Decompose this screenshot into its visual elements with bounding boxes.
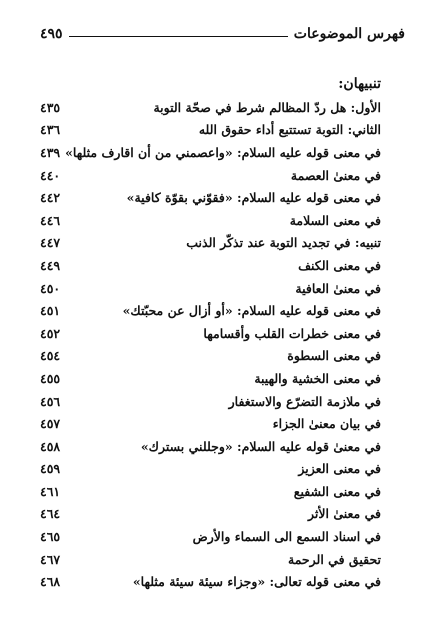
header-rule bbox=[69, 36, 288, 37]
toc-entry-page: ٤٥٥ bbox=[40, 370, 61, 386]
toc-entry-page: ٤٤٩ bbox=[40, 257, 61, 273]
toc-entry-title: في معنى الخشية والهيبة bbox=[254, 370, 381, 386]
toc-entry-title: في ملازمة التضرّع والاستغفار bbox=[228, 393, 381, 409]
toc-entry-page: ٤٥١ bbox=[40, 303, 61, 319]
toc-entry-page: ٤٣٩ bbox=[40, 144, 61, 160]
toc-entry bbox=[40, 322, 381, 345]
toc-entry-page: ٤٥٤ bbox=[40, 348, 61, 364]
toc-entry-title: في معنىٰ العافية bbox=[295, 280, 381, 296]
toc-entry-page: ٤٤٧ bbox=[40, 235, 61, 251]
toc-entry bbox=[40, 548, 381, 571]
toc-entry-page: ٤٥٧ bbox=[40, 416, 61, 432]
toc-entry-title: في معنى قوله تعالى: «وجزاء سيئة سيئة مثلها» bbox=[132, 574, 381, 590]
running-header bbox=[40, 20, 405, 42]
toc-entry-page: ٤٣٦ bbox=[40, 122, 61, 138]
toc-entry bbox=[40, 299, 381, 322]
toc-entry-title: في بيان معنىٰ الجزاء bbox=[272, 416, 381, 432]
toc-entry bbox=[40, 232, 381, 255]
toc-entry-page: ٤٥٠ bbox=[40, 280, 61, 296]
toc-entry bbox=[40, 480, 381, 503]
toc-entry-title: في معنى قوله عليه السلام: «أو أزال عن محبّتك» bbox=[122, 303, 381, 319]
section-heading: تنبيهان: bbox=[338, 76, 381, 92]
toc-entry-page: ٤٤٢ bbox=[40, 190, 61, 206]
toc-entry-title: في معنى السلامة bbox=[289, 212, 381, 228]
toc-entry-title: الأول: هل ردّ المظالم شرط في صحّة التوبة bbox=[153, 99, 381, 115]
toc-entry-title: في معنى قوله عليه السلام: «واعصمني من أن اقارف مثلها» bbox=[65, 144, 381, 160]
page-number: ٤٩٥ bbox=[40, 26, 63, 42]
toc-entry-page: ٤٦١ bbox=[40, 483, 61, 499]
toc-entry-page: ٤٦٨ bbox=[40, 574, 61, 590]
toc-entry bbox=[40, 96, 381, 119]
toc-entry-page: ٤٤٠ bbox=[40, 167, 61, 183]
toc-entry bbox=[40, 570, 381, 593]
toc-entry-page: ٤٦٧ bbox=[40, 551, 61, 567]
toc-entry bbox=[40, 141, 381, 164]
toc-entry bbox=[40, 209, 381, 232]
toc-entry-page: ٤٤٦ bbox=[40, 212, 61, 228]
toc-entry-title: في معنى خطرات القلب وأقسامها bbox=[203, 325, 381, 341]
toc-entry bbox=[40, 503, 381, 526]
toc-entry-title: في معنىٰ الأثر bbox=[308, 506, 381, 522]
toc-entry-title: في معنى العزيز bbox=[298, 461, 381, 477]
table-of-contents bbox=[40, 96, 381, 593]
toc-entry-page: ٤٦٥ bbox=[40, 529, 61, 545]
toc-entry bbox=[40, 164, 381, 187]
toc-entry-title: في معنى الشفيع bbox=[293, 483, 381, 499]
toc-entry bbox=[40, 458, 381, 481]
toc-entry-title: في معنىٰ العصمة bbox=[290, 167, 381, 183]
toc-entry-page: ٤٥٩ bbox=[40, 461, 61, 477]
toc-entry-title: في معنى الكنف bbox=[298, 257, 381, 273]
toc-entry bbox=[40, 254, 381, 277]
toc-entry-page: ٤٥٢ bbox=[40, 325, 61, 341]
toc-entry-title: في اسناد السمع الى السماء والأرض bbox=[192, 529, 381, 545]
toc-entry bbox=[40, 277, 381, 300]
toc-entry bbox=[40, 390, 381, 413]
toc-entry-title: في معنىٰ قوله عليه السلام: «وجللني بسترك» bbox=[140, 438, 381, 454]
toc-entry bbox=[40, 186, 381, 209]
toc-entry bbox=[40, 367, 381, 390]
toc-entry-page: ٤٦٤ bbox=[40, 506, 61, 522]
toc-entry-title: تحقيق في الرحمة bbox=[288, 551, 381, 567]
toc-entry bbox=[40, 412, 381, 435]
toc-entry-title: في معنى السطوة bbox=[287, 348, 381, 364]
toc-entry-title: الثاني: التوبة تستتبع أداء حقوق الله bbox=[198, 122, 381, 138]
toc-entry-page: ٤٣٥ bbox=[40, 99, 61, 115]
toc-entry-title: في معنى قوله عليه السلام: «فقوّني بقوّة كافية» bbox=[126, 190, 381, 206]
toc-entry bbox=[40, 345, 381, 368]
toc-entry-page: ٤٥٨ bbox=[40, 438, 61, 454]
toc-entry bbox=[40, 435, 381, 458]
toc-entry bbox=[40, 119, 381, 142]
toc-entry bbox=[40, 525, 381, 548]
toc-entry-title: تنبيه: في تجديد التوبة عند تذكّر الذنب bbox=[186, 235, 381, 251]
toc-entry-page: ٤٥٦ bbox=[40, 393, 61, 409]
running-header-title: فهرس الموضوعات bbox=[293, 26, 405, 42]
